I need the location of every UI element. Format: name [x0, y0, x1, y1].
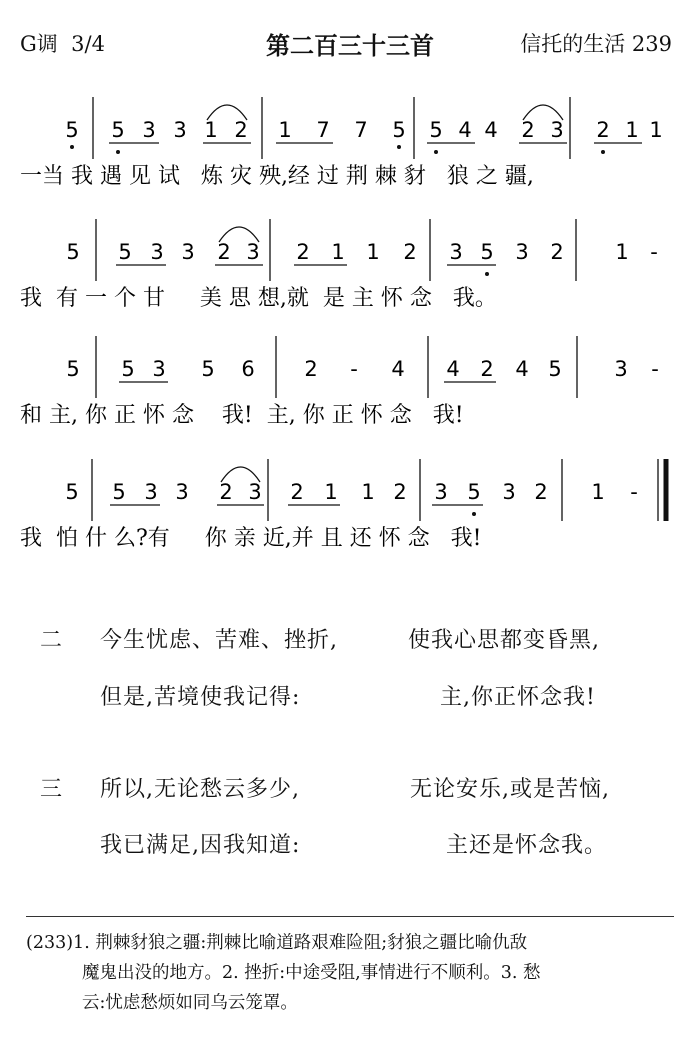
- verse-line: 今生忧虑、苦难、挫折,: [100, 628, 338, 653]
- footnote-line: 魔鬼出没的地方。2. 挫折:中途受阻,事情进行不顺利。3. 愁: [82, 963, 541, 983]
- note: 2: [403, 240, 417, 264]
- octave-dot: [397, 145, 401, 149]
- note: 5: [112, 480, 126, 504]
- note: 5: [548, 357, 562, 381]
- note: 1: [591, 480, 605, 504]
- note: 5: [429, 118, 443, 142]
- note: -: [650, 240, 658, 264]
- note: 1: [361, 480, 375, 504]
- verse-number: 三: [40, 777, 64, 802]
- note: 1: [615, 240, 629, 264]
- note: 4: [446, 357, 460, 381]
- verse-line: 主,你正怀念我!: [440, 685, 596, 710]
- note: 3: [434, 480, 448, 504]
- hymn-title: 第二百三十三首: [266, 32, 434, 60]
- note: 2: [534, 480, 548, 504]
- note: 6: [241, 357, 255, 381]
- note: 3: [502, 480, 516, 504]
- note: 3: [142, 118, 156, 142]
- note: 5: [111, 118, 125, 142]
- footnote: [26, 928, 676, 1018]
- lyric-line: 和 主, 你 正 怀 念 我! 主, 你 正 怀 念 我!: [20, 403, 464, 428]
- verse-line: 使我心思都变昏黑,: [408, 628, 600, 653]
- note: 3: [150, 240, 164, 264]
- note: 2: [393, 480, 407, 504]
- note: 5: [467, 480, 481, 504]
- note: 2: [217, 240, 231, 264]
- note: 3: [449, 240, 463, 264]
- octave-dot: [434, 150, 438, 154]
- note: 4: [391, 357, 405, 381]
- octave-dot: [472, 512, 476, 516]
- note: 2: [290, 480, 304, 504]
- footnote-line: 云:忧虑愁烦如同乌云笼罩。: [82, 993, 298, 1013]
- note: 5: [65, 118, 79, 142]
- note: 3: [144, 480, 158, 504]
- note: 5: [201, 357, 215, 381]
- verse-line: 所以,无论愁云多少,: [100, 777, 300, 802]
- note: 1: [331, 240, 345, 264]
- verse-number: 二: [40, 628, 64, 653]
- note: 2: [480, 357, 494, 381]
- note: 1: [366, 240, 380, 264]
- note: 1: [625, 118, 639, 142]
- note: 5: [118, 240, 132, 264]
- note: 2: [234, 118, 248, 142]
- note: 3: [173, 118, 187, 142]
- note: 5: [121, 357, 135, 381]
- note: 7: [316, 118, 330, 142]
- note: 3: [550, 118, 564, 142]
- note: 5: [480, 240, 494, 264]
- note: 3: [515, 240, 529, 264]
- lyric-line: 我 有 一 个 甘 美 思 想,就 是 主 怀 念 我。: [20, 286, 497, 311]
- octave-dot: [601, 150, 605, 154]
- lyric-line: 我 怕 什 么?有 你 亲 近,并 且 还 怀 念 我!: [20, 526, 482, 551]
- note: 4: [515, 357, 529, 381]
- note: -: [350, 357, 358, 381]
- note: 4: [458, 118, 472, 142]
- note: 1: [278, 118, 292, 142]
- footnote-line: (233)1. 荆棘豺狼之疆:荆棘比喻道路艰难险阻;豺狼之疆比喻仇敌: [26, 933, 528, 953]
- octave-dot: [116, 150, 120, 154]
- hymn-category: 信托的生活 239: [520, 32, 672, 56]
- key-signature: G调 3/4: [20, 32, 105, 56]
- note: 2: [219, 480, 233, 504]
- verse-line: 主还是怀念我。: [446, 833, 608, 858]
- note: 4: [484, 118, 498, 142]
- note: 5: [66, 357, 80, 381]
- note: 1: [324, 480, 338, 504]
- note: 3: [246, 240, 260, 264]
- note: 7: [354, 118, 368, 142]
- footnote-divider: [26, 916, 674, 917]
- octave-dot: [485, 272, 489, 276]
- note: -: [651, 357, 659, 381]
- note: 5: [392, 118, 406, 142]
- note: 3: [152, 357, 166, 381]
- note: 2: [304, 357, 318, 381]
- octave-dot: [70, 145, 74, 149]
- note: 2: [596, 118, 610, 142]
- note: 1: [204, 118, 218, 142]
- verse-line: 但是,苦境使我记得:: [100, 685, 301, 710]
- note: 3: [614, 357, 628, 381]
- note: 3: [175, 480, 189, 504]
- note: 2: [550, 240, 564, 264]
- verse-line: 我已满足,因我知道:: [100, 833, 301, 858]
- note: 5: [66, 240, 80, 264]
- note: 5: [65, 480, 79, 504]
- note: 2: [521, 118, 535, 142]
- verse-line: 无论安乐,或是苦恼,: [410, 777, 610, 802]
- note: 3: [248, 480, 262, 504]
- note: 3: [181, 240, 195, 264]
- lyric-line: 一当 我 遇 见 试 炼 灾 殃,经 过 荆 棘 豺 狼 之 疆,: [20, 164, 534, 189]
- note: 2: [296, 240, 310, 264]
- note: -: [630, 480, 638, 504]
- note: 1: [649, 118, 663, 142]
